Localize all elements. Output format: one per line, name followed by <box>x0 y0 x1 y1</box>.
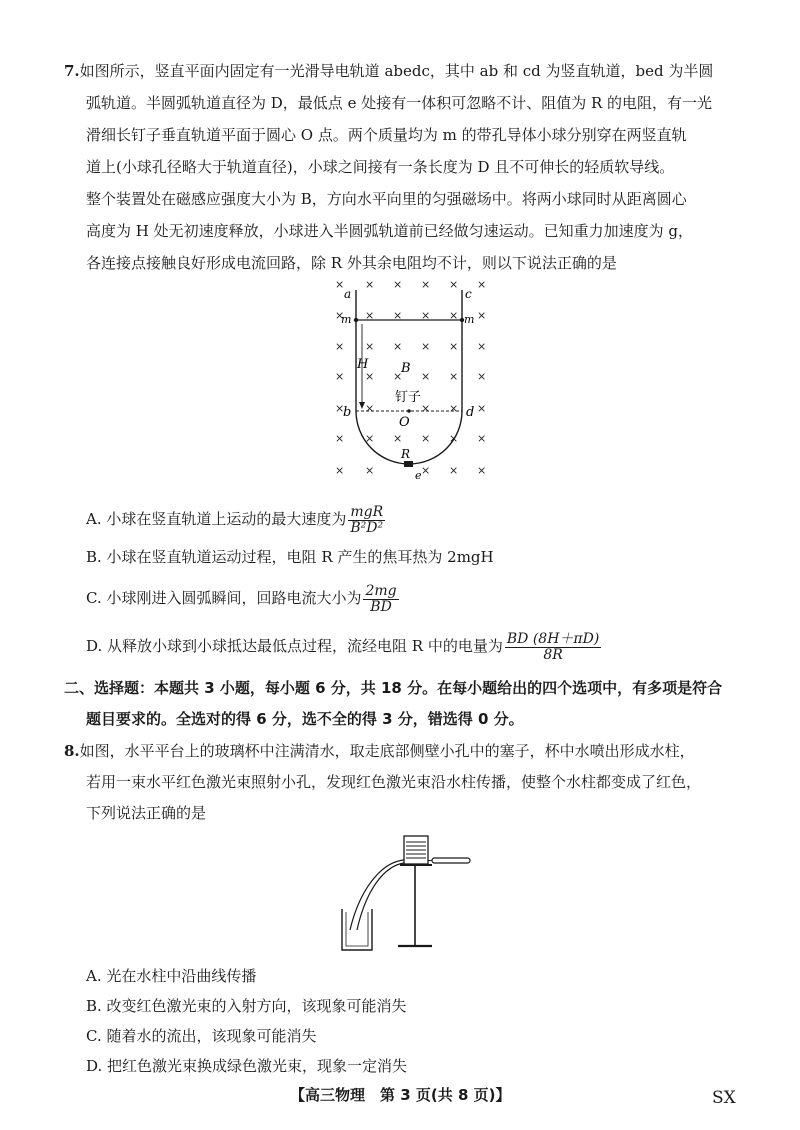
field-cross: × <box>365 464 375 477</box>
option-d-fraction: $\frac{BD (8H+\pi D)}{8R}$ <box>506 631 600 663</box>
q7-line-3: 滑细长钉子垂直轨道平面于圆心 O 点。两个质量均为 m 的带孔导体小球分别穿在两竖直轨 <box>86 126 687 144</box>
label-nail: 钉子 <box>395 390 422 405</box>
field-cross: × <box>393 309 403 322</box>
field-cross: × <box>365 432 375 445</box>
field-cross: × <box>449 278 459 291</box>
q8-option-d: D. 把红色激光束换成绿色激光束，现象一定消失 <box>86 1057 408 1075</box>
field-cross: × <box>477 370 487 383</box>
field-cross: × <box>449 432 459 445</box>
q7-option-d: D. 从释放小球到小球抵达最低点过程，流经电阻 R 中的电量为 $\frac{BD (8H+\pi D)}{8R}$ <box>86 631 600 663</box>
magnetic-field-crosses <box>335 278 486 477</box>
field-cross: × <box>477 340 487 353</box>
q8-line-2: 若用一束水平红色激光束照射小孔，发现红色激光束沿水柱传播，使整个水柱都变成了红色， <box>86 773 702 791</box>
page-footer: 【高三物理 第 3 页(共 8 页)】 <box>290 1086 511 1104</box>
field-cross: × <box>449 464 459 477</box>
option-c-fraction: $\frac{2mg}{BD}$ <box>365 583 397 615</box>
label-B: B <box>401 361 411 376</box>
field-cross: × <box>421 309 431 322</box>
field-cross: × <box>335 309 345 322</box>
field-cross: × <box>335 370 345 383</box>
center-point <box>407 409 411 413</box>
q8-line-1: 8.如图，水平平台上的玻璃杯中注满清水，取走底部侧壁小孔中的塞子，杯中水喷出形成水柱， <box>64 742 695 760</box>
field-cross: × <box>421 370 431 383</box>
field-cross: × <box>335 432 345 445</box>
ball-left <box>354 318 358 322</box>
field-cross: × <box>449 340 459 353</box>
label-O: O <box>399 415 410 430</box>
label-e: e <box>415 469 422 482</box>
field-cross: × <box>449 370 459 383</box>
q8-option-a: A. 光在水柱中沿曲线传播 <box>86 967 257 985</box>
field-cross: × <box>365 309 375 322</box>
field-cross: × <box>421 464 431 477</box>
field-cross: × <box>393 340 403 353</box>
label-b: b <box>343 405 352 420</box>
field-cross: × <box>365 370 375 383</box>
q7-line-5: 整个装置处在磁感应强度大小为 B，方向水平向里的匀强磁场中。将两小球同时从距离圆心 <box>86 190 687 208</box>
q7-option-b: B. 小球在竖直轨道运动过程，电阻 R 产生的焦耳热为 2mgH <box>86 548 494 566</box>
q7-line-2: 弧轨道。半圆弧轨道直径为 D，最低点 e 处接有一体积可忽略不计、阻值为 R 的电阻，有一光 <box>86 94 713 112</box>
field-cross: × <box>477 464 487 477</box>
field-cross: × <box>421 340 431 353</box>
field-cross: × <box>393 370 403 383</box>
field-cross: × <box>393 432 403 445</box>
laser-pointer <box>432 858 470 863</box>
field-cross: × <box>449 402 459 415</box>
field-cross: × <box>421 402 431 415</box>
q7-line-1: 7.如图所示，竖直平面内固定有一光滑导电轨道 abedc，其中 ab 和 cd 为竖直轨道，bed 为半圆 <box>64 62 714 80</box>
field-cross: × <box>421 278 431 291</box>
resistor-R <box>404 461 413 467</box>
q8-option-c: C. 随着水的流出，该现象可能消失 <box>86 1027 317 1045</box>
q7-track-figure <box>325 276 495 488</box>
field-cross: × <box>393 278 403 291</box>
label-d: d <box>466 405 475 420</box>
label-a: a <box>344 287 352 301</box>
q8-water-column-figure <box>330 826 480 956</box>
field-cross: × <box>335 278 345 291</box>
q7-option-a: A. 小球在竖直轨道上运动的最大速度为 $\frac{\text{mgR}}{\text{B²D²}}$ <box>86 504 384 536</box>
exam-code: SX <box>712 1088 736 1108</box>
water-jet <box>350 860 404 930</box>
field-cross: × <box>365 402 375 415</box>
q8-option-b: B. 改变红色激光束的入射方向，该现象可能消失 <box>86 997 407 1015</box>
field-cross: × <box>335 402 345 415</box>
section-2-line-1: 二、选择题：本题共 3 小题，每小题 6 分，共 18 分。在每小题给出的四个选项中，有多项是符合 <box>64 679 723 697</box>
q7-line-7: 各连接点接触良好形成电流回路，除 R 外其余电阻均不计，则以下说法正确的是 <box>86 254 617 272</box>
field-cross: × <box>365 278 375 291</box>
field-cross: × <box>421 432 431 445</box>
field-cross: × <box>449 309 459 322</box>
label-c: c <box>465 287 472 301</box>
q7-number: 7. <box>64 62 80 80</box>
section-2-line-2: 题目要求的。全选对的得 6 分，选不全的得 3 分，错选得 0 分。 <box>86 710 524 728</box>
field-cross: × <box>477 432 487 445</box>
field-cross: × <box>335 464 345 477</box>
q7-line-6: 高度为 H 处无初速度释放，小球进入半圆弧轨道前已经做匀速运动。已知重力加速度为 g， <box>86 222 693 240</box>
label-m-right: m <box>464 313 475 326</box>
field-cross: × <box>365 340 375 353</box>
q8-line-3: 下列说法正确的是 <box>86 804 207 822</box>
q7-option-c: C. 小球刚进入圆弧瞬间，回路电流大小为 $\frac{2mg}{BD}$ <box>86 583 397 615</box>
field-cross: × <box>477 309 487 322</box>
field-cross: × <box>477 402 487 415</box>
option-a-fraction: $\frac{\text{mgR}}{\text{B²D²}}$ <box>350 504 384 536</box>
label-H: H <box>357 357 369 372</box>
field-cross: × <box>477 278 487 291</box>
label-m-left: m <box>341 313 352 326</box>
q7-line-4: 道上(小球孔径略大于轨道直径)，小球之间接有一条长度为 D 且不可伸长的轻质软导线。 <box>86 158 675 176</box>
field-cross: × <box>335 340 345 353</box>
q8-number: 8. <box>64 742 80 760</box>
label-R: R <box>401 447 411 461</box>
